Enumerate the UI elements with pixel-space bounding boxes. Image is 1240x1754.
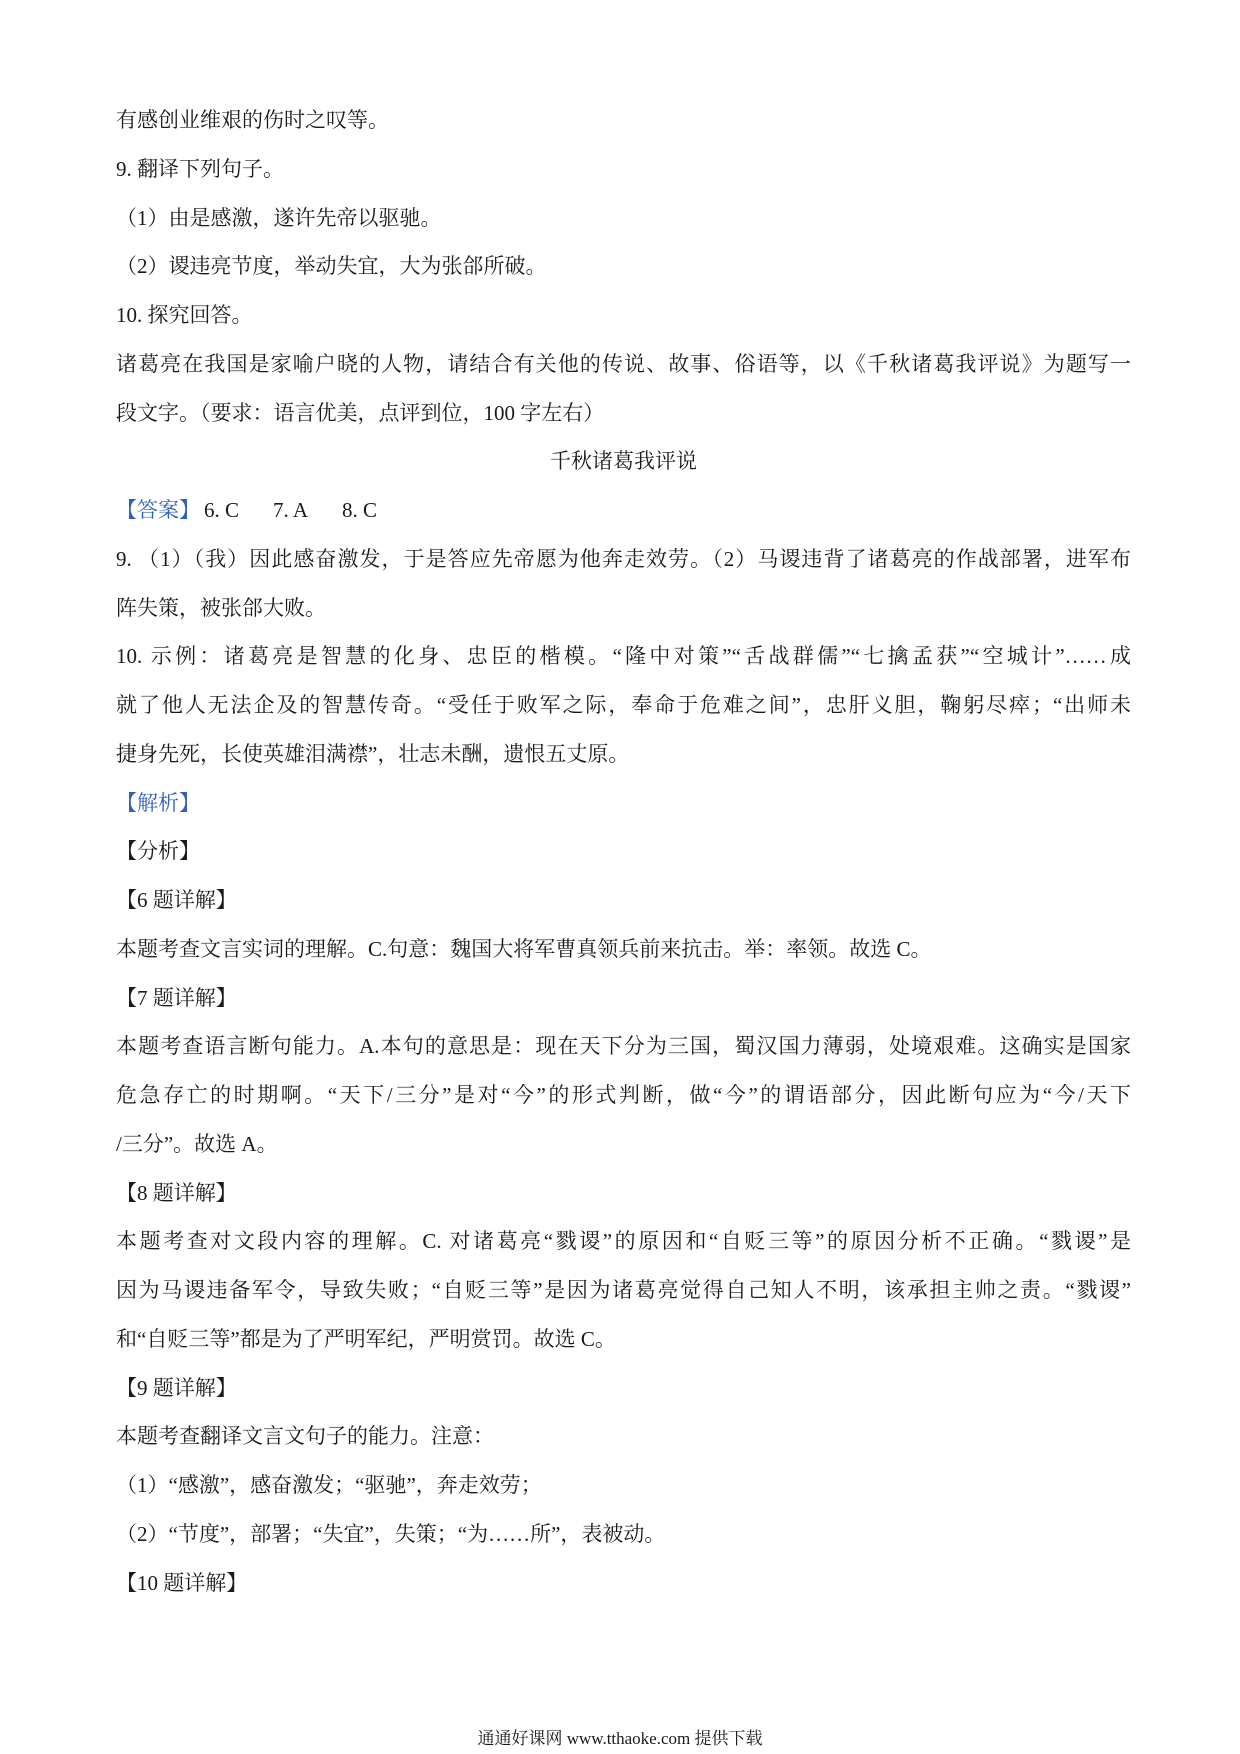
question-9-sentence: （1）由是感激，遂许先帝以驱驰。 [116,205,442,230]
document-page [116,96,1131,1607]
question-9-sentence: （2）谡违亮节度，举动失宜，大为张郃所破。 [116,254,547,279]
question-10-prompt: 段文字。（要求：语言优美，点评到位，100 字左右） [116,400,605,425]
answer-10-text: 捷身先死，长使英雄泪满襟”，壮志未酬，遗恨五丈原。 [116,741,630,766]
answer-choice: 7. A [273,498,309,522]
detail-7-text: 危急存亡的时期啊。“天下/三分”是对“今”的形式判断，做“今”的谓语部分，因此断句应为“今/天下 [116,1083,1131,1107]
detail-8-text: 因为马谡违备军令，导致失败；“自贬三等”是因为诸葛亮觉得自己知人不明，该承担主帅之责。“戮谡” [116,1278,1131,1302]
analysis-subheading: 【分析】 [116,839,200,864]
essay-title: 千秋诸葛我评说 [550,449,697,474]
detail-9-heading: 【9 题详解】 [116,1375,237,1400]
answer-label: 【答案】 [116,498,200,522]
detail-7-text: 本题考查语言断句能力。A.本句的意思是：现在天下分为三国，蜀汉国力薄弱，处境艰难。这确实是国家 [116,1034,1131,1059]
detail-6-heading: 【6 题详解】 [116,888,237,912]
question-10-title: 10. 探究回答。 [116,303,253,327]
detail-6-text: 本题考查文言实词的理解。C.句意：魏国大将军曹真领兵前来抗击。举：率领。故选 C。 [116,936,932,961]
continued-text: 有感创业维艰的伤时之叹等。 [116,108,389,132]
answer-10-text: 10. 示例：诸葛亮是智慧的化身、忠臣的楷模。“隆中对策”“舌战群儒”“七擒孟获”“空城计”……成 [116,644,1131,669]
answer-10-text: 就了他人无法企及的智慧传奇。“受任于败军之际，奉命于危难之间”，忠肝义胆，鞠躬尽瘁；“出师未 [116,693,1131,717]
answer-9-text: 9. （1）（我）因此感奋激发，于是答应先帝愿为他奔走效劳。（2）马谡违背了诸葛亮的作战部署，进军布 [116,546,1131,571]
question-10-prompt: 诸葛亮在我国是家喻户晓的人物，请结合有关他的传说、故事、俗语等，以《千秋诸葛我评说》为题写一 [116,351,1131,376]
detail-9-text: （2）“节度”，部署；“失宜”，失策；“为……所”，表被动。 [116,1521,666,1546]
answer-choice: 6. C [204,498,240,522]
detail-9-text: （1）“感激”，感奋激发；“驱驰”，奔走效劳； [116,1473,542,1497]
detail-8-text: 本题考查对文段内容的理解。C. 对诸葛亮“戮谡”的原因和“自贬三等”的原因分析不正确。“戮谡”是 [116,1229,1131,1254]
answer-choices-row [116,486,1131,535]
detail-8-heading: 【8 题详解】 [116,1180,237,1205]
question-9-title: 9. 翻译下列句子。 [116,156,284,181]
detail-9-text: 本题考查翻译文言文句子的能力。注意： [116,1424,494,1449]
answer-9-text: 阵失策，被张郃大败。 [116,595,326,620]
detail-10-heading: 【10 题详解】 [116,1570,248,1595]
detail-7-text: /三分”。故选 A。 [116,1131,278,1156]
page-footer: 通通好课网 www.tthaoke.com 提供下载 [477,1729,763,1748]
answer-choice: 8. C [342,498,378,522]
detail-7-heading: 【7 题详解】 [116,985,237,1010]
detail-8-text: 和“自贬三等”都是为了严明军纪，严明赏罚。故选 C。 [116,1326,616,1351]
analysis-label: 【解析】 [116,790,200,815]
